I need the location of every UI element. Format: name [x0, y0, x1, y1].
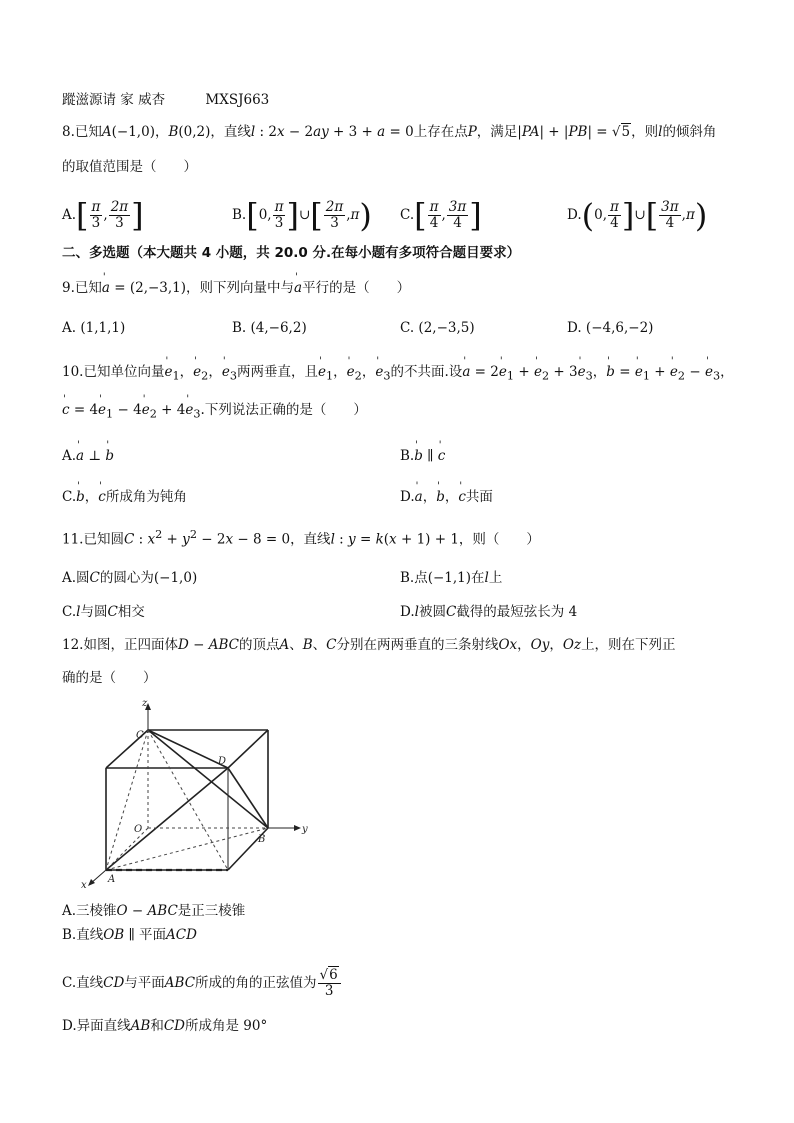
q11-option-b: B.点(−1,1)在l上	[400, 570, 503, 586]
q8-option-b: B.[0, $\frac{\pi}{3}$ ]∪[ $\frac{2\pi}{3}$ ,π)	[232, 196, 372, 235]
vertex-a-label: A	[108, 874, 116, 885]
question-11-stem: 11.已知圆C : $x^2 + y^2 - 2x - 8 = 0$，直线l : y = k(x + 1) + 1，则（ ）	[62, 528, 540, 548]
q8-option-c: C.[ $\frac{\pi}{4}$ , $\frac{3\pi}{4}$ ]	[400, 196, 482, 235]
question-12-line2: 确的是（ ）	[62, 670, 157, 686]
q8-option-a: A.[ $\frac{\pi}{3}$ , $\frac{2\pi}{3}$ ]	[62, 196, 144, 235]
question-8-line2: 的取值范围是（ ）	[62, 159, 197, 175]
vertex-d-label: D	[218, 756, 227, 767]
q10-option-b: B.' b ∥ ' c	[400, 446, 445, 466]
axis-z-label: z	[142, 700, 148, 709]
q8-option-d: D.(0, $\frac{\pi}{4}$ ]∪[ $\frac{3\pi}{4}$ ,π)	[567, 196, 708, 235]
tetrahedron-cube-figure	[78, 700, 318, 890]
q8-text: 8.已知	[62, 124, 102, 140]
question-8-stem: 8.已知A(−1,0)，B(0,2)，直线l : 2x − 2ay + 3 + a = 0上存在点P，满足|PA| + |PB| = √5，则l的倾斜角	[62, 124, 717, 140]
vertex-c-label: C	[136, 730, 144, 741]
axis-y-label: y	[302, 824, 308, 835]
page-header	[62, 90, 269, 110]
q12-option-b: B.直线OB ∥ 平面ACD	[62, 927, 197, 943]
question-12-stem: 12.如图，正四面体D − ABC的顶点A、B、C分别在两两垂直的三条射线Ox，Oy，Oz上，则在下列正	[62, 637, 676, 653]
question-10-line2: ' c = 4' $e_1 - 4'$ $e_2 + 4'$ $e_3$.下列说法正确的是（ ）	[62, 400, 367, 425]
q8-text: 的倾斜角	[662, 124, 717, 140]
q10-option-a: A.' a ⊥ ' b	[62, 446, 114, 466]
q9-option-b: B. (4,−6,2)	[232, 320, 307, 336]
q8-text: ，则	[631, 124, 659, 140]
question-9-stem: 9.已知' a = (2,−3,1)，则下列向量中与' a平行的是（ ）	[62, 278, 410, 298]
q10-option-d: D.' a，' b，' c共面	[400, 487, 493, 507]
q10-option-c: C.' b，' c所成角为钝角	[62, 487, 187, 507]
q12-option-a: A.三棱锥O − ABC是正三棱锥	[62, 903, 246, 919]
section-title: 二、多选题（本大题共 4 小题，共 20.0 分.在每小题有多项符合题目要求）	[62, 245, 521, 261]
header-code: MXSJ663	[205, 92, 270, 108]
q12-option-d: D.异面直线AB和CD所成角是 90°	[62, 1018, 268, 1034]
q9-option-d: D. (−4,6,−2)	[567, 320, 654, 336]
q11-option-d: D.l被圆C截得的最短弦长为 4	[400, 604, 578, 620]
axis-x-label: x	[81, 880, 87, 890]
q8-text: 上存在点	[413, 124, 468, 140]
q8-text: ，满足	[476, 124, 518, 140]
q11-option-a: A.圆C的圆心为(−1,0)	[62, 570, 198, 586]
q8-text: ，直线	[210, 124, 251, 140]
q9-option-a: A. (1,1,1)	[62, 320, 126, 336]
header-text: 蹤滋源请 家 威杏	[62, 92, 166, 108]
q11-option-c: C.l与圆C相交	[62, 604, 145, 620]
vertex-o-label: O	[134, 824, 143, 835]
vertex-b-label: B	[258, 834, 266, 845]
q9-option-c: C. (2,−3,5)	[400, 320, 475, 336]
q12-option-c: C.直线CD与平面ABC所成的角的正弦值为 $\frac{√6}{3}$	[62, 968, 342, 999]
question-10-stem: 10.已知单位向量' $e_1$，' $e_2$，' $e_3$两两垂直，且' $e_1$，' $e_2$，' $e_3$的不共面.设' a = 2' $e_1$ + ' $e_2 + 3'$ $e_3$，' b = ' $e_1$ + ' $e_2$ − ' $e_3$，	[62, 362, 734, 387]
